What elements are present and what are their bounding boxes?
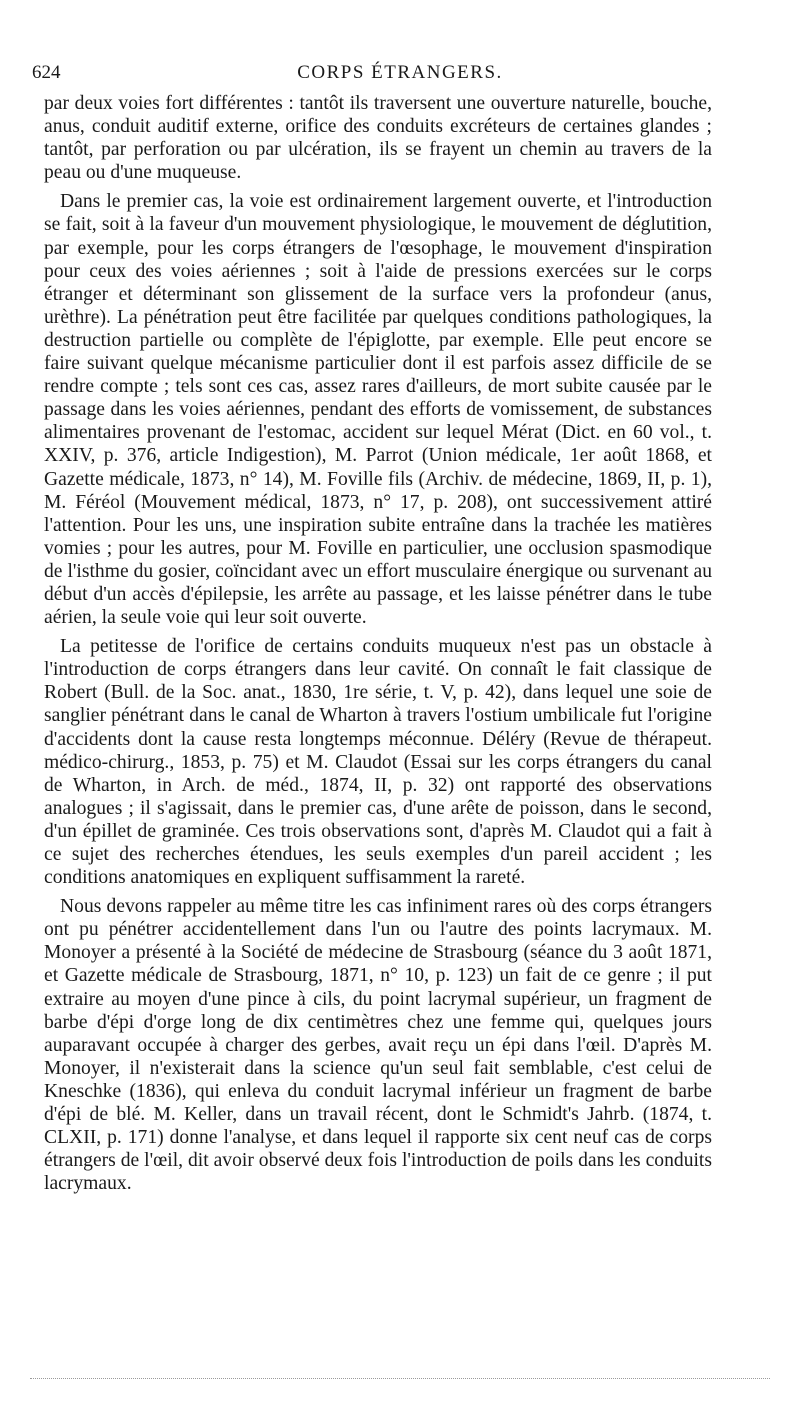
paragraph-first-case: Dans le premier cas, la voie est ordinairement largement ouverte, et l'introduction se fait, soit à la faveur d'un mouvement physiologique, le mouvement de déglutition, par exemple, pour les corps étrangers de l'œsophage, le mouvement d'inspiration pour ceux des voies aériennes ; soit à l'aide de pressions exercées sur le corps étranger et déterminant son glissement de la surface vers la profondeur (anus, urèthre). La pénétration peut être facilitée par quelques conditions pathologiques, la destruction partielle ou complète de l'épiglotte, par exemple. Elle peut encore se faire suivant quelque mécanisme particulier dont il est parfois assez difficile de se rendre compte ; tels sont ces cas, assez rares d'ailleurs, de mort subite causée par le passage dans les voies aériennes, pendant des efforts de vomissement, de substances alimentaires provenant de l'estomac, accident sur lequel Mérat (Dict. en 60 vol., t. XXIV, p. 376, article Indigestion), M. Parrot (Union médicale, 1er août 1868, et Gazette médicale, 1873, n° 14), M. Foville fils (Archiv. de médecine, 1869, II, p. 1), M. Féréol (Mouvement médical, 1873, n° 17, p. 208), ont successivement attiré l'attention. Pour les uns, une inspiration subite entraîne dans la trachée les matières vomies ; pour les autres, pour M. Foville en particulier, une occlusion spasmodique de l'isthme du gosier, coïncidant avec un effort musculaire énergique ou survenant au début d'un accès d'épilepsie, les arrête au passage, et les laisse pénétrer dans le tube aérien, la seule voie qui leur soit ouverte. bbox=[44, 191, 712, 629]
paragraph-lacrymal: Nous devons rappeler au même titre les cas infiniment rares où des corps étrangers ont pu pénétrer accidentellement dans l'un ou l'autre des points lacrymaux. M. Monoyer a présenté à la Société de médecine de Strasbourg (séance du 3 août 1871, et Gazette médicale de Strasbourg, 1871, n° 10, p. 123) un fait de ce genre ; il put extraire au moyen d'une pince à cils, du point lacrymal supérieur, un fragment de barbe d'épi d'orge long de dix centimètres chez une femme qui, quelques jours auparavant occupée à charger des gerbes, avait reçu un épi dans l'œil. D'après M. Monoyer, il n'existerait dans la science qu'un seul fait semblable, c'est celui de Kneschke (1836), qui enleva du conduit lacrymal inférieur un fragment de barbe d'épi de blé. M. Keller, dans un travail récent, dont le Schmidt's Jahrb. (1874, t. CLXII, p. 171) donne l'analyse, et dans lequel il rapporte six cent neuf cas de corps étrangers de l'œil, dit avoir observé deux fois l'introduction de poils dans les conduits lacrymaux. bbox=[44, 896, 712, 1195]
paragraph-continuation: par deux voies fort différentes : tantôt ils traversent une ouverture naturelle, bouche, anus, conduit auditif externe, orifice des conduits excréteurs de certaines glandes ; tantôt, par perforation ou par ulcération, ils se frayent un chemin au travers de la peau ou d'une muqueuse. bbox=[44, 93, 712, 184]
page-number: 624 bbox=[32, 62, 61, 83]
footer-rule bbox=[30, 1378, 770, 1379]
running-title: CORPS ÉTRANGERS. bbox=[297, 62, 503, 83]
body-text bbox=[44, 92, 712, 1195]
page-header bbox=[30, 62, 770, 88]
paragraph-wharton: La petitesse de l'orifice de certains conduits muqueux n'est pas un obstacle à l'introduction de corps étrangers dans leur cavité. On connaît le fait classique de Robert (Bull. de la Soc. anat., 1830, 1re série, t. V, p. 42), dans lequel une soie de sanglier pénétrant dans le canal de Wharton à travers l'ostium umbilicale fut l'origine d'accidents dont la cause resta longtemps méconnue. Déléry (Revue de thérapeut. médico-chirurg., 1853, p. 75) et M. Claudot (Essai sur les corps étrangers du canal de Wharton, in Arch. de méd., 1874, II, p. 32) ont rapporté des observations analogues ; il s'agissait, dans le premier cas, d'une arête de poisson, dans le second, d'un épillet de graminée. Ces trois observations sont, d'après M. Claudot qui a fait à ce sujet des recherches étendues, les seuls exemples d'un pareil accident ; les conditions anatomiques en expliquent suffisamment la rareté. bbox=[44, 636, 712, 889]
